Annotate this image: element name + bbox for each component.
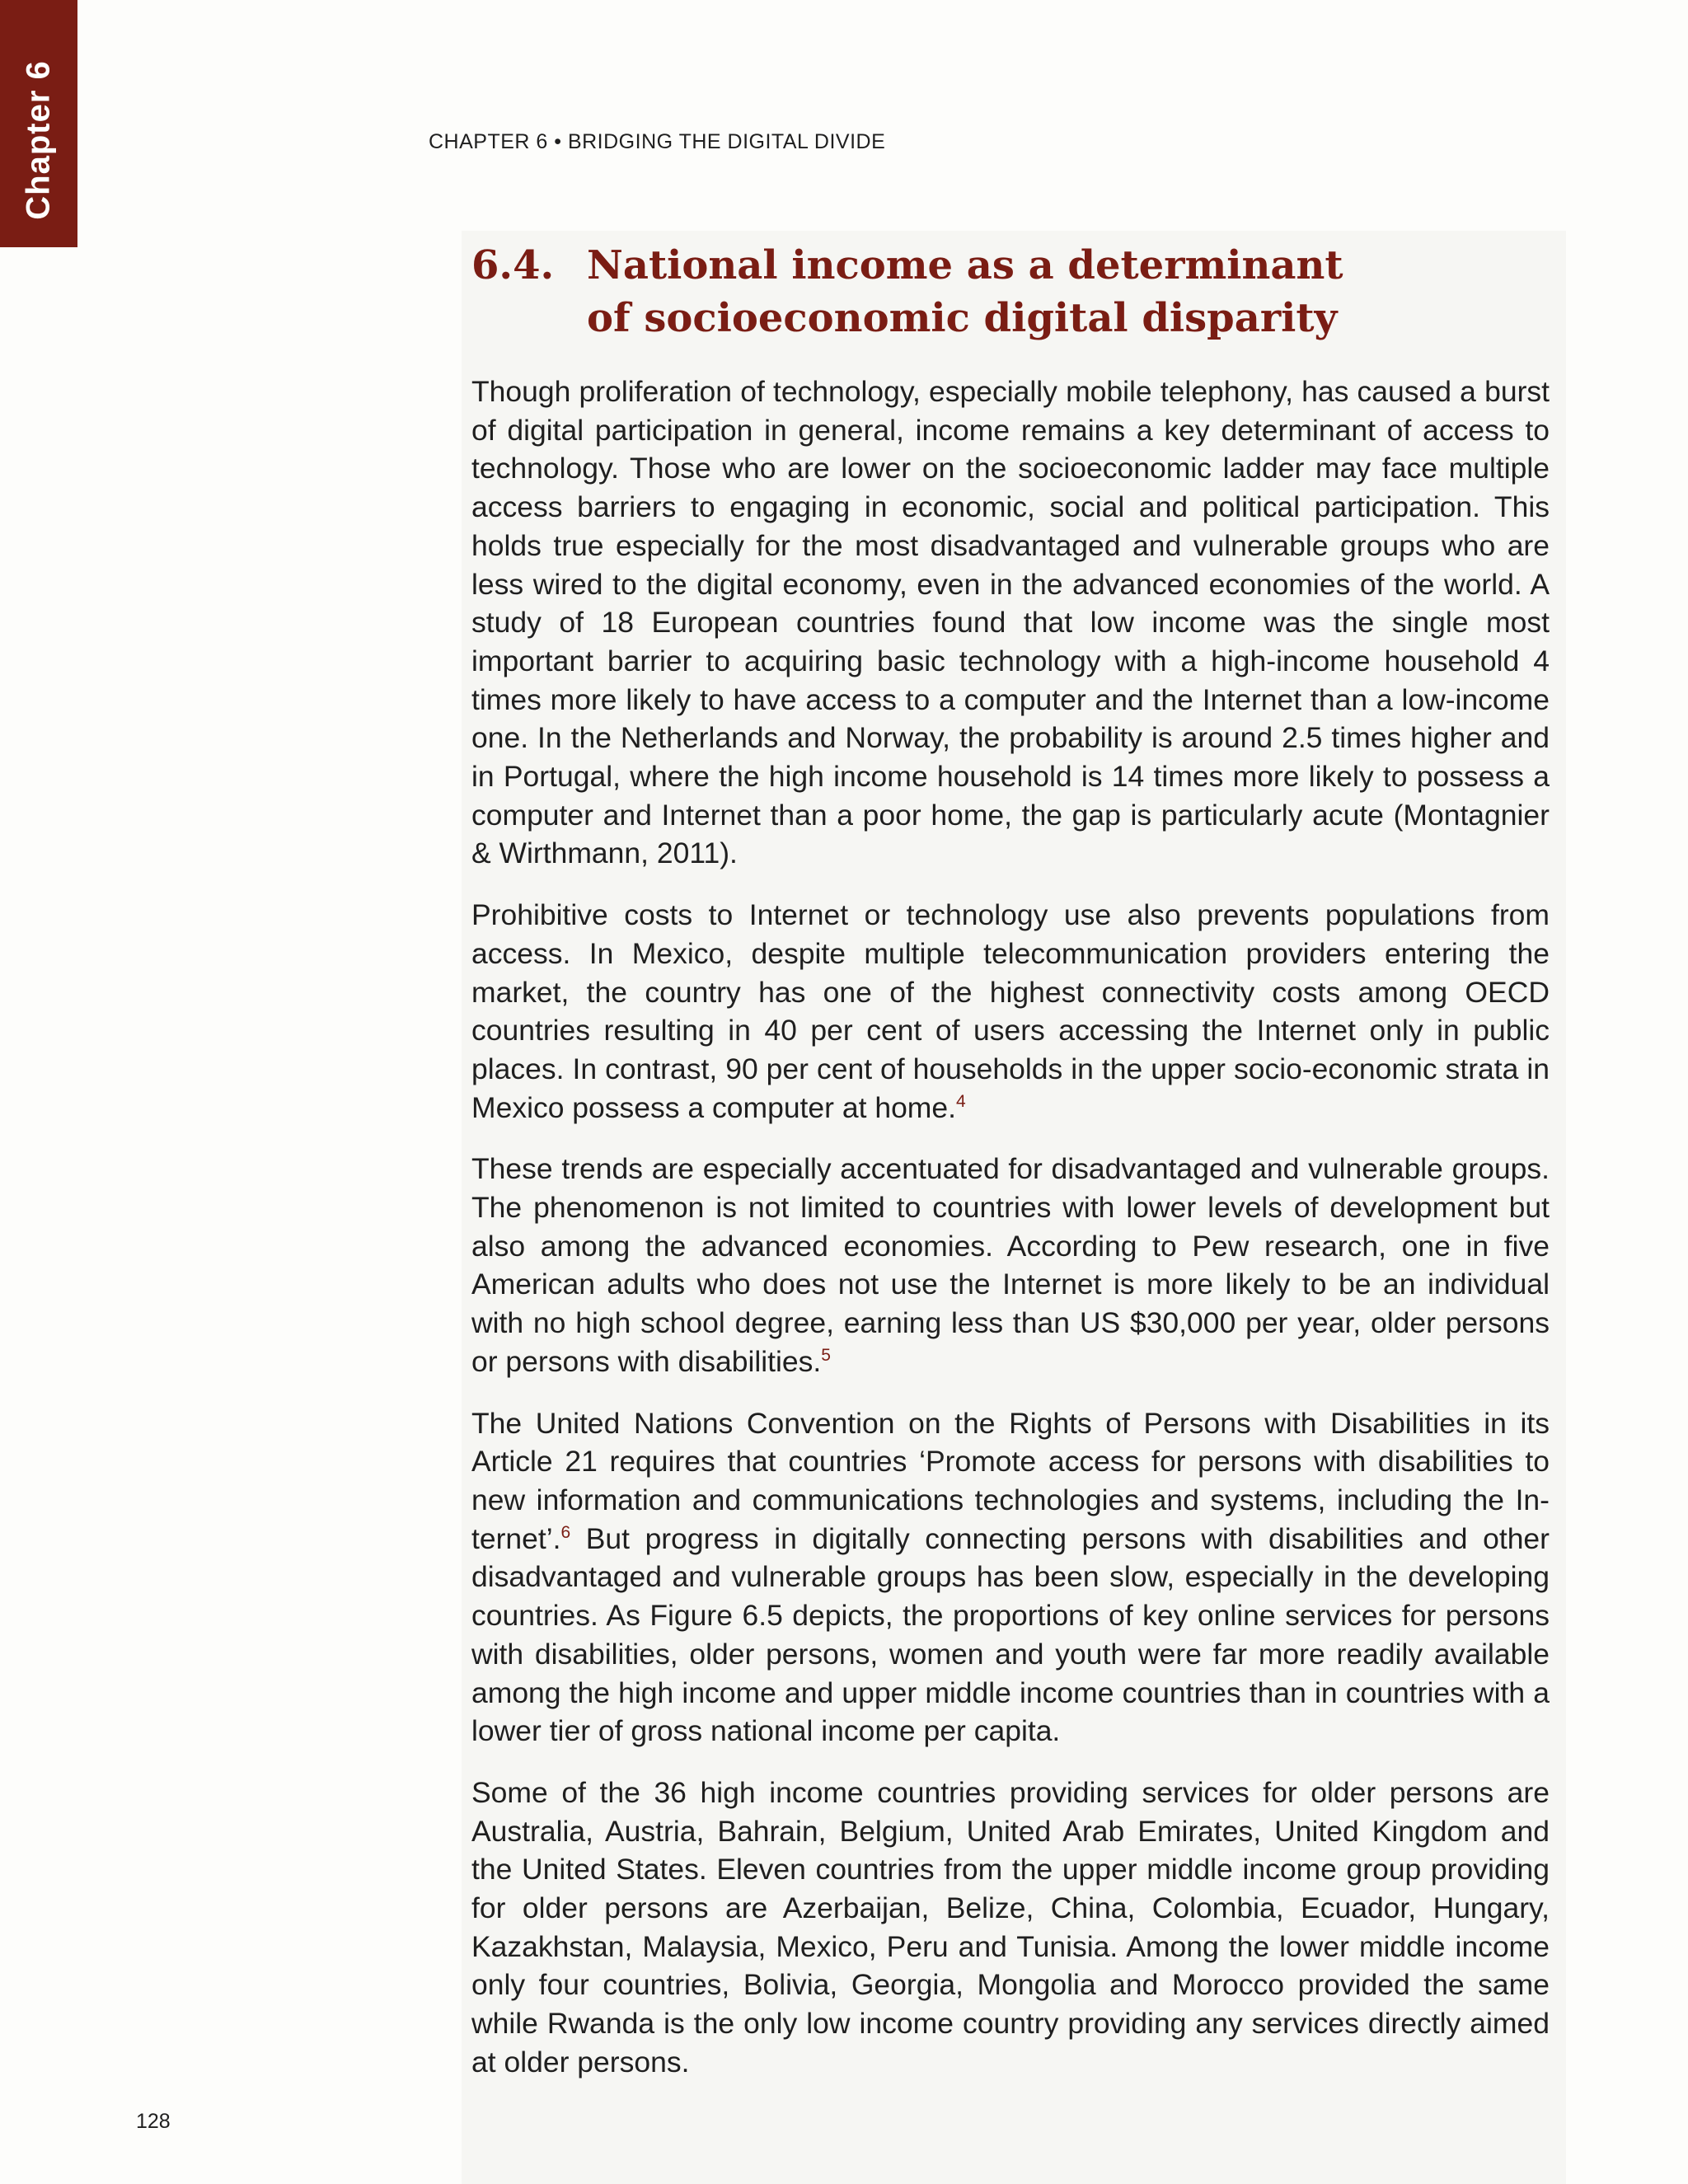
paragraph-text: Though proliferation of technology, especially mobile telephony, has caused a burst of digital participation in general, income remains a key determinant of access to technology. Those who are lower on the socioeconomic ladder may face multiple access barriers to engaging in economic, social and political participation. This holds true especially for the most disadvantaged and vulnerable groups who are less wired to the digital economy, even in the advanced economies of the world. A study of 18 European countries found that low income was the single most important barrier to acquiring basic technology with a high-income household 4 times more likely to have access to a computer and the Internet than a low-income one. In the Netherlands and Norway, the probability is around 2.5 times higher and in Portugal, where the high income household is 14 times more likely to possess a computer and Internet than a poor home, the gap is particularly acute (Montagnier & Wirthmann, 2011).: [471, 375, 1550, 870]
footnote-ref-4: 4: [956, 1091, 966, 1111]
paragraph-un-convention: [471, 1404, 1550, 1750]
chapter-side-tab-label: Chapter 6: [20, 60, 57, 220]
paragraph-vulnerable-groups: [471, 1150, 1550, 1380]
paragraph-older-persons-services: [471, 1774, 1550, 2082]
chapter-side-tab: [0, 0, 77, 247]
paragraph-text: These trends are especially accentuated for disadvantaged and vulnerable groups. The phenomenon is not limited to countries with lower levels of development but also among the advanced economies. According to Pew research, one in five American adults who does not use the Internet is more likely to be an individual with no high school degree, earning less than US $30,000 per year, older persons or persons with disabilities.: [471, 1152, 1550, 1378]
paragraph-text: Some of the 36 high income countries providing services for older persons are Australia, Austria, Bahrain, Belgium, United Arab Emirates, United Kingdom and the United States. Eleven countries from the upper middle income group providing for older persons are Azerbaijan, Belize, China, Colombia, Ecuador, Hungary, Kazakhstan, Malaysia, Mexico, Peru and Tunisia. Among the lower middle income only four countries, Bolivia, Georgia, Mongolia and Morocco provided the same while Rwanda is the only low income country providing any services directly aimed at older persons.: [471, 1775, 1550, 2079]
page-number: 128: [136, 2110, 171, 2133]
footnote-ref-5: 5: [821, 1346, 831, 1366]
section-title-line2: of socioeconomic digital disparity: [587, 295, 1338, 341]
running-header: CHAPTER 6 • BRIDGING THE DIGITAL DIVIDE: [429, 130, 886, 153]
paragraph-income-determinant: [471, 373, 1550, 873]
paragraph-text-after: But progress in digitally connecting persons with disabilities and other disadvantaged and vulnerable groups has been slow, especially in the developing countries. As Figure 6.5 depicts, the proportions of key online services for persons with disabilities, older persons, women and youth were far more readily available among the high income and upper middle income countries than in countries with a lower tier of gross national income per capita.: [471, 1521, 1550, 1748]
section-number: 6.4.: [471, 242, 555, 288]
paragraph-text-before: The United Nations Convention on the Rights of Persons with Disabilities in its Article 21 requires that countries ‘Promote access for persons with disabilities to new information and communications technologies and systems, including the Internet’.: [471, 1406, 1550, 1555]
footnote-ref-6: 6: [560, 1522, 571, 1542]
body-text: [471, 373, 1550, 2105]
section-title-line1: National income as a determinant: [587, 242, 1343, 288]
paragraph-text: Prohibitive costs to Internet or technology use also prevents populations from access. In Mexico, despite multiple telecommunication providers entering the market, the country has one of the highest connectivity costs among OECD countries resulting in 40 per cent of users accessing the Internet only in public places. In contrast, 90 per cent of households in the upper socio-economic strata in Mexico possess a computer at home.: [471, 898, 1550, 1124]
paragraph-prohibitive-costs: [471, 896, 1550, 1127]
section-heading: [471, 239, 1343, 344]
